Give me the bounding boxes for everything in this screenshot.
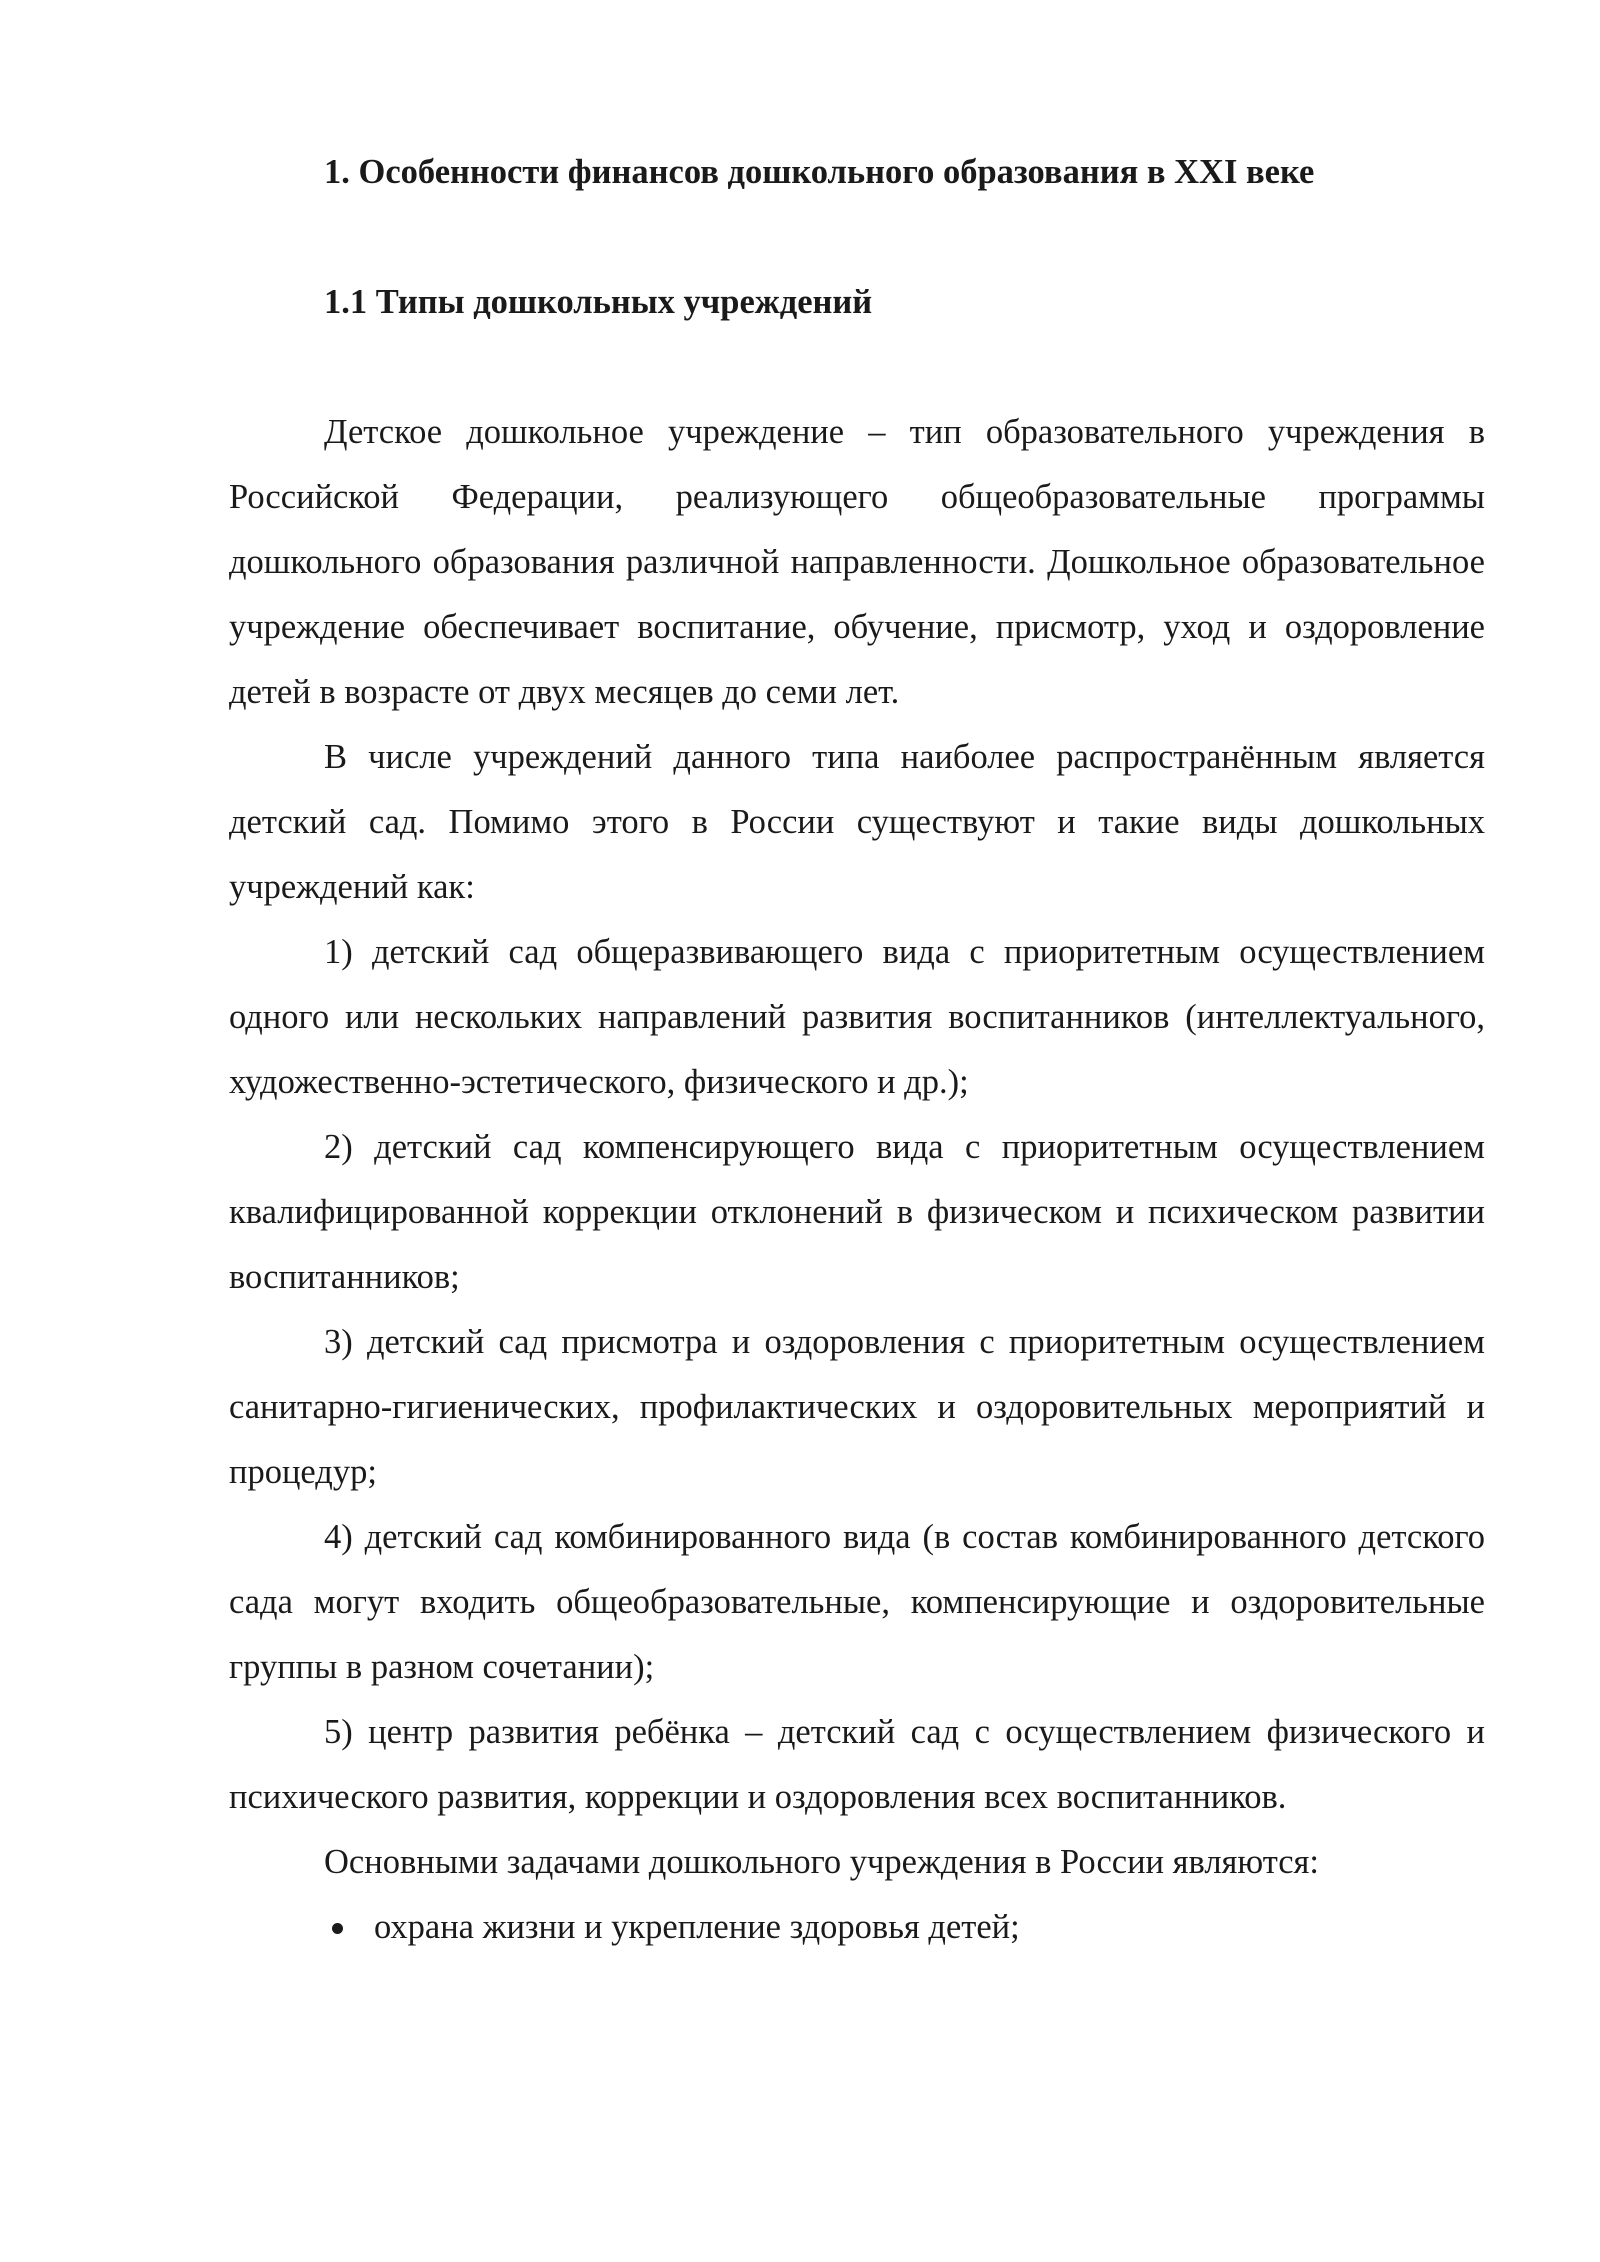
bullet-icon xyxy=(332,1923,343,1934)
bullet-list xyxy=(229,1895,1485,1960)
numbered-item-1: 1) детский сад общеразвивающего вида с приоритетным осуществлением одного или нескольких направлений развития воспитанников (интеллектуального, художественно-эстетического, физического и др.); xyxy=(229,933,1485,1101)
paragraph-definition: Детское дошкольное учреждение – тип образовательного учреждения в Российской Федерации, реализующего общеобразовательные программы дошкольного образования различной направленности. Дошкольное образовательное учреждение обеспечивает воспитание, обучение, присмотр, уход и оздоровление детей в возрасте от двух месяцев до семи лет. xyxy=(229,413,1485,711)
list-item xyxy=(229,1895,1485,1960)
numbered-item-3: 3) детский сад присмотра и оздоровления с приоритетным осуществлением санитарно-гигиенических, профилактических и оздоровительных мероприятий и процедур; xyxy=(229,1323,1485,1491)
body-text xyxy=(229,400,1485,1960)
paragraph-tasks-intro: Основными задачами дошкольного учреждения в России являются: xyxy=(324,1843,1319,1881)
paragraph-types-intro: В числе учреждений данного типа наиболее распространённым является детский сад. Помимо этого в России существуют и такие виды дошкольных учреждений как: xyxy=(229,738,1485,906)
numbered-item-5: 5) центр развития ребёнка – детский сад с осуществлением физического и психического развития, коррекции и оздоровления всех воспитанников. xyxy=(229,1713,1485,1816)
subsection-heading: 1.1 Типы дошкольных учреждений xyxy=(324,283,873,321)
bullet-text: охрана жизни и укрепление здоровья детей; xyxy=(374,1908,1020,1946)
document-page xyxy=(229,140,1485,1960)
section-heading: 1. Особенности финансов дошкольного образования в XXI веке xyxy=(324,153,1315,191)
numbered-item-2: 2) детский сад компенсирующего вида с приоритетным осуществлением квалифицированной коррекции отклонений в физическом и психическом развитии воспитанников; xyxy=(229,1128,1485,1296)
numbered-item-4: 4) детский сад комбинированного вида (в состав комбинированного детского сада могут входить общеобразовательные, компенсирующие и оздоровительные группы в разном сочетании); xyxy=(229,1518,1485,1686)
